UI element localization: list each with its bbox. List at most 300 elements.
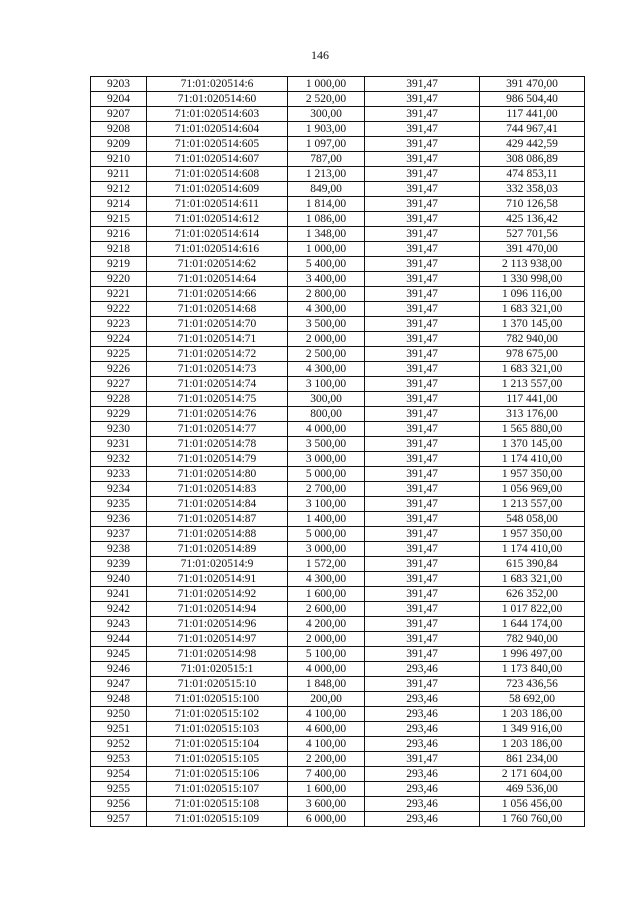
value-cell: 782 940,00: [480, 632, 585, 647]
table-row: [91, 812, 585, 827]
row-number-cell: 9212: [91, 182, 147, 197]
value-cell: 1 174 410,00: [480, 452, 585, 467]
row-number-cell: 9256: [91, 797, 147, 812]
table-row: [91, 332, 585, 347]
table-row: [91, 512, 585, 527]
row-number-cell: 9208: [91, 122, 147, 137]
land-plots-table: [90, 76, 585, 827]
table-row: [91, 317, 585, 332]
table-row: [91, 572, 585, 587]
row-number-cell: 9229: [91, 407, 147, 422]
value-cell: 1 565 880,00: [480, 422, 585, 437]
rate-cell: 293,46: [365, 782, 480, 797]
cadastral-number-cell: 71:01:020514:89: [147, 542, 288, 557]
row-number-cell: 9228: [91, 392, 147, 407]
rate-cell: 391,47: [365, 197, 480, 212]
cadastral-number-cell: 71:01:020515:103: [147, 722, 288, 737]
rate-cell: 391,47: [365, 332, 480, 347]
area-cell: 4 100,00: [288, 707, 365, 722]
table-row: [91, 797, 585, 812]
area-cell: 2 200,00: [288, 752, 365, 767]
row-number-cell: 9244: [91, 632, 147, 647]
rate-cell: 391,47: [365, 77, 480, 92]
table-row: [91, 272, 585, 287]
row-number-cell: 9214: [91, 197, 147, 212]
cadastral-number-cell: 71:01:020514:97: [147, 632, 288, 647]
rate-cell: 391,47: [365, 227, 480, 242]
table-row: [91, 677, 585, 692]
row-number-cell: 9250: [91, 707, 147, 722]
area-cell: 3 100,00: [288, 497, 365, 512]
area-cell: 1 848,00: [288, 677, 365, 692]
value-cell: 1 683 321,00: [480, 362, 585, 377]
cadastral-number-cell: 71:01:020514:79: [147, 452, 288, 467]
value-cell: 1 996 497,00: [480, 647, 585, 662]
area-cell: 1 000,00: [288, 242, 365, 257]
area-cell: 3 100,00: [288, 377, 365, 392]
row-number-cell: 9222: [91, 302, 147, 317]
rate-cell: 391,47: [365, 347, 480, 362]
area-cell: 2 000,00: [288, 332, 365, 347]
rate-cell: 391,47: [365, 242, 480, 257]
value-cell: 710 126,58: [480, 197, 585, 212]
area-cell: 3 500,00: [288, 317, 365, 332]
value-cell: 1 330 998,00: [480, 272, 585, 287]
cadastral-number-cell: 71:01:020514:607: [147, 152, 288, 167]
rate-cell: 391,47: [365, 377, 480, 392]
cadastral-number-cell: 71:01:020514:96: [147, 617, 288, 632]
rate-cell: 391,47: [365, 272, 480, 287]
cadastral-number-cell: 71:01:020514:611: [147, 197, 288, 212]
area-cell: 1 572,00: [288, 557, 365, 572]
value-cell: 978 675,00: [480, 347, 585, 362]
table-row: [91, 392, 585, 407]
value-cell: 1 096 116,00: [480, 287, 585, 302]
table-row: [91, 692, 585, 707]
area-cell: 300,00: [288, 107, 365, 122]
row-number-cell: 9231: [91, 437, 147, 452]
cadastral-number-cell: 71:01:020515:100: [147, 692, 288, 707]
area-cell: 2 600,00: [288, 602, 365, 617]
area-cell: 2 500,00: [288, 347, 365, 362]
cadastral-number-cell: 71:01:020514:614: [147, 227, 288, 242]
value-cell: 313 176,00: [480, 407, 585, 422]
table-row: [91, 182, 585, 197]
row-number-cell: 9221: [91, 287, 147, 302]
area-cell: 4 300,00: [288, 302, 365, 317]
table-row: [91, 302, 585, 317]
cadastral-number-cell: 71:01:020515:104: [147, 737, 288, 752]
area-cell: 800,00: [288, 407, 365, 422]
cadastral-number-cell: 71:01:020514:603: [147, 107, 288, 122]
area-cell: 200,00: [288, 692, 365, 707]
rate-cell: 391,47: [365, 137, 480, 152]
rate-cell: 391,47: [365, 452, 480, 467]
cadastral-number-cell: 71:01:020514:91: [147, 572, 288, 587]
area-cell: 1 213,00: [288, 167, 365, 182]
cadastral-number-cell: 71:01:020514:88: [147, 527, 288, 542]
value-cell: 2 171 604,00: [480, 767, 585, 782]
row-number-cell: 9216: [91, 227, 147, 242]
rate-cell: 391,47: [365, 92, 480, 107]
table-row: [91, 467, 585, 482]
cadastral-number-cell: 71:01:020514:83: [147, 482, 288, 497]
rate-cell: 293,46: [365, 767, 480, 782]
area-cell: 3 400,00: [288, 272, 365, 287]
area-cell: 6 000,00: [288, 812, 365, 827]
cadastral-number-cell: 71:01:020514:80: [147, 467, 288, 482]
row-number-cell: 9240: [91, 572, 147, 587]
row-number-cell: 9234: [91, 482, 147, 497]
table-row: [91, 377, 585, 392]
cadastral-number-cell: 71:01:020514:68: [147, 302, 288, 317]
rate-cell: 391,47: [365, 122, 480, 137]
table-row: [91, 362, 585, 377]
rate-cell: 391,47: [365, 632, 480, 647]
cadastral-number-cell: 71:01:020514:78: [147, 437, 288, 452]
row-number-cell: 9241: [91, 587, 147, 602]
cadastral-number-cell: 71:01:020515:10: [147, 677, 288, 692]
value-cell: 527 701,56: [480, 227, 585, 242]
area-cell: 2 000,00: [288, 632, 365, 647]
rate-cell: 391,47: [365, 557, 480, 572]
row-number-cell: 9236: [91, 512, 147, 527]
table-row: [91, 647, 585, 662]
row-number-cell: 9255: [91, 782, 147, 797]
cadastral-number-cell: 71:01:020514:77: [147, 422, 288, 437]
cadastral-number-cell: 71:01:020514:62: [147, 257, 288, 272]
cadastral-number-cell: 71:01:020515:107: [147, 782, 288, 797]
row-number-cell: 9227: [91, 377, 147, 392]
row-number-cell: 9257: [91, 812, 147, 827]
cadastral-number-cell: 71:01:020514:609: [147, 182, 288, 197]
table-row: [91, 167, 585, 182]
row-number-cell: 9226: [91, 362, 147, 377]
cadastral-number-cell: 71:01:020515:1: [147, 662, 288, 677]
cadastral-number-cell: 71:01:020515:102: [147, 707, 288, 722]
row-number-cell: 9233: [91, 467, 147, 482]
table-row: [91, 122, 585, 137]
area-cell: 4 000,00: [288, 422, 365, 437]
rate-cell: 391,47: [365, 542, 480, 557]
table-row: [91, 662, 585, 677]
value-cell: 1 370 145,00: [480, 317, 585, 332]
area-cell: 4 300,00: [288, 362, 365, 377]
table-row: [91, 452, 585, 467]
area-cell: 4 200,00: [288, 617, 365, 632]
row-number-cell: 9238: [91, 542, 147, 557]
row-number-cell: 9203: [91, 77, 147, 92]
cadastral-number-cell: 71:01:020514:71: [147, 332, 288, 347]
table-body: [91, 77, 585, 827]
table-row: [91, 632, 585, 647]
row-number-cell: 9253: [91, 752, 147, 767]
cadastral-number-cell: 71:01:020514:87: [147, 512, 288, 527]
row-number-cell: 9218: [91, 242, 147, 257]
cadastral-number-cell: 71:01:020515:108: [147, 797, 288, 812]
table-row: [91, 137, 585, 152]
cadastral-number-cell: 71:01:020514:64: [147, 272, 288, 287]
rate-cell: 391,47: [365, 257, 480, 272]
cadastral-number-cell: 71:01:020514:76: [147, 407, 288, 422]
row-number-cell: 9243: [91, 617, 147, 632]
table-row: [91, 782, 585, 797]
row-number-cell: 9248: [91, 692, 147, 707]
row-number-cell: 9239: [91, 557, 147, 572]
value-cell: 2 113 938,00: [480, 257, 585, 272]
value-cell: 1 203 186,00: [480, 707, 585, 722]
rate-cell: 293,46: [365, 737, 480, 752]
row-number-cell: 9242: [91, 602, 147, 617]
cadastral-number-cell: 71:01:020514:75: [147, 392, 288, 407]
area-cell: 849,00: [288, 182, 365, 197]
table-row: [91, 77, 585, 92]
rate-cell: 293,46: [365, 722, 480, 737]
rate-cell: 391,47: [365, 482, 480, 497]
cadastral-number-cell: 71:01:020514:604: [147, 122, 288, 137]
cadastral-number-cell: 71:01:020514:73: [147, 362, 288, 377]
table-row: [91, 737, 585, 752]
rate-cell: 293,46: [365, 707, 480, 722]
row-number-cell: 9252: [91, 737, 147, 752]
table-row: [91, 587, 585, 602]
rate-cell: 391,47: [365, 587, 480, 602]
row-number-cell: 9207: [91, 107, 147, 122]
rate-cell: 391,47: [365, 437, 480, 452]
table-row: [91, 557, 585, 572]
value-cell: 1 174 410,00: [480, 542, 585, 557]
value-cell: 391 470,00: [480, 242, 585, 257]
value-cell: 861 234,00: [480, 752, 585, 767]
row-number-cell: 9209: [91, 137, 147, 152]
cadastral-number-cell: 71:01:020514:94: [147, 602, 288, 617]
value-cell: 391 470,00: [480, 77, 585, 92]
cadastral-number-cell: 71:01:020514:612: [147, 212, 288, 227]
area-cell: 1 600,00: [288, 587, 365, 602]
rate-cell: 391,47: [365, 362, 480, 377]
value-cell: 117 441,00: [480, 107, 585, 122]
row-number-cell: 9224: [91, 332, 147, 347]
area-cell: 5 100,00: [288, 647, 365, 662]
table-row: [91, 752, 585, 767]
value-cell: 1 056 969,00: [480, 482, 585, 497]
cadastral-number-cell: 71:01:020514:84: [147, 497, 288, 512]
row-number-cell: 9223: [91, 317, 147, 332]
rate-cell: 391,47: [365, 497, 480, 512]
row-number-cell: 9211: [91, 167, 147, 182]
rate-cell: 391,47: [365, 617, 480, 632]
rate-cell: 293,46: [365, 812, 480, 827]
area-cell: 5 400,00: [288, 257, 365, 272]
area-cell: 2 800,00: [288, 287, 365, 302]
rate-cell: 391,47: [365, 467, 480, 482]
value-cell: 308 086,89: [480, 152, 585, 167]
row-number-cell: 9247: [91, 677, 147, 692]
rate-cell: 391,47: [365, 182, 480, 197]
cadastral-number-cell: 71:01:020514:608: [147, 167, 288, 182]
table-row: [91, 602, 585, 617]
row-number-cell: 9254: [91, 767, 147, 782]
value-cell: 782 940,00: [480, 332, 585, 347]
value-cell: 117 441,00: [480, 392, 585, 407]
table-row: [91, 407, 585, 422]
value-cell: 429 442,59: [480, 137, 585, 152]
table-row: [91, 527, 585, 542]
cadastral-number-cell: 71:01:020515:105: [147, 752, 288, 767]
table-row: [91, 107, 585, 122]
rate-cell: 391,47: [365, 512, 480, 527]
rate-cell: 391,47: [365, 602, 480, 617]
table-row: [91, 437, 585, 452]
area-cell: 4 000,00: [288, 662, 365, 677]
table-row: [91, 257, 585, 272]
value-cell: 1 213 557,00: [480, 377, 585, 392]
value-cell: 1 760 760,00: [480, 812, 585, 827]
value-cell: 1 957 350,00: [480, 527, 585, 542]
table-row: [91, 242, 585, 257]
value-cell: 1 683 321,00: [480, 572, 585, 587]
value-cell: 474 853,11: [480, 167, 585, 182]
cadastral-number-cell: 71:01:020514:9: [147, 557, 288, 572]
rate-cell: 293,46: [365, 662, 480, 677]
cadastral-number-cell: 71:01:020515:106: [147, 767, 288, 782]
value-cell: 744 967,41: [480, 122, 585, 137]
rate-cell: 391,47: [365, 302, 480, 317]
table-row: [91, 287, 585, 302]
rate-cell: 391,47: [365, 392, 480, 407]
cadastral-number-cell: 71:01:020514:66: [147, 287, 288, 302]
cadastral-number-cell: 71:01:020514:616: [147, 242, 288, 257]
row-number-cell: 9245: [91, 647, 147, 662]
rate-cell: 391,47: [365, 647, 480, 662]
area-cell: 4 100,00: [288, 737, 365, 752]
value-cell: 469 536,00: [480, 782, 585, 797]
cadastral-number-cell: 71:01:020514:92: [147, 587, 288, 602]
cadastral-number-cell: 71:01:020514:605: [147, 137, 288, 152]
area-cell: 1 097,00: [288, 137, 365, 152]
row-number-cell: 9230: [91, 422, 147, 437]
area-cell: 787,00: [288, 152, 365, 167]
value-cell: 723 436,56: [480, 677, 585, 692]
rate-cell: 391,47: [365, 572, 480, 587]
rate-cell: 391,47: [365, 107, 480, 122]
table-row: [91, 617, 585, 632]
table-row: [91, 497, 585, 512]
rate-cell: 391,47: [365, 152, 480, 167]
rate-cell: 391,47: [365, 752, 480, 767]
area-cell: 3 500,00: [288, 437, 365, 452]
area-cell: 5 000,00: [288, 467, 365, 482]
row-number-cell: 9232: [91, 452, 147, 467]
cadastral-number-cell: 71:01:020514:72: [147, 347, 288, 362]
value-cell: 1 957 350,00: [480, 467, 585, 482]
area-cell: 3 000,00: [288, 542, 365, 557]
table-row: [91, 92, 585, 107]
value-cell: 58 692,00: [480, 692, 585, 707]
area-cell: 2 520,00: [288, 92, 365, 107]
table-row: [91, 227, 585, 242]
row-number-cell: 9210: [91, 152, 147, 167]
rate-cell: 391,47: [365, 677, 480, 692]
value-cell: 615 390,84: [480, 557, 585, 572]
area-cell: 1 000,00: [288, 77, 365, 92]
table-row: [91, 707, 585, 722]
rate-cell: 391,47: [365, 212, 480, 227]
rate-cell: 293,46: [365, 692, 480, 707]
table-row: [91, 197, 585, 212]
table-row: [91, 722, 585, 737]
rate-cell: 391,47: [365, 527, 480, 542]
table-row: [91, 767, 585, 782]
area-cell: 1 814,00: [288, 197, 365, 212]
value-cell: 1 683 321,00: [480, 302, 585, 317]
value-cell: 1 644 174,00: [480, 617, 585, 632]
table-row: [91, 482, 585, 497]
area-cell: 3 600,00: [288, 797, 365, 812]
row-number-cell: 9235: [91, 497, 147, 512]
table-row: [91, 347, 585, 362]
area-cell: 1 400,00: [288, 512, 365, 527]
rate-cell: 293,46: [365, 797, 480, 812]
row-number-cell: 9219: [91, 257, 147, 272]
value-cell: 425 136,42: [480, 212, 585, 227]
value-cell: 548 058,00: [480, 512, 585, 527]
rate-cell: 391,47: [365, 167, 480, 182]
value-cell: 1 203 186,00: [480, 737, 585, 752]
area-cell: 1 086,00: [288, 212, 365, 227]
area-cell: 7 400,00: [288, 767, 365, 782]
value-cell: 1 213 557,00: [480, 497, 585, 512]
row-number-cell: 9251: [91, 722, 147, 737]
rate-cell: 391,47: [365, 317, 480, 332]
rate-cell: 391,47: [365, 422, 480, 437]
area-cell: 1 903,00: [288, 122, 365, 137]
cadastral-number-cell: 71:01:020514:98: [147, 647, 288, 662]
table-row: [91, 422, 585, 437]
value-cell: 626 352,00: [480, 587, 585, 602]
row-number-cell: 9225: [91, 347, 147, 362]
cadastral-number-cell: 71:01:020515:109: [147, 812, 288, 827]
value-cell: 1 056 456,00: [480, 797, 585, 812]
table-row: [91, 152, 585, 167]
row-number-cell: 9204: [91, 92, 147, 107]
value-cell: 1 349 916,00: [480, 722, 585, 737]
area-cell: 4 300,00: [288, 572, 365, 587]
row-number-cell: 9237: [91, 527, 147, 542]
row-number-cell: 9215: [91, 212, 147, 227]
rate-cell: 391,47: [365, 407, 480, 422]
area-cell: 300,00: [288, 392, 365, 407]
cadastral-number-cell: 71:01:020514:6: [147, 77, 288, 92]
area-cell: 5 000,00: [288, 527, 365, 542]
page-number: 146: [311, 48, 329, 62]
value-cell: 332 358,03: [480, 182, 585, 197]
area-cell: 1 600,00: [288, 782, 365, 797]
area-cell: 4 600,00: [288, 722, 365, 737]
cadastral-number-cell: 71:01:020514:60: [147, 92, 288, 107]
value-cell: 1 173 840,00: [480, 662, 585, 677]
table-row: [91, 212, 585, 227]
value-cell: 1 017 822,00: [480, 602, 585, 617]
rate-cell: 391,47: [365, 287, 480, 302]
value-cell: 1 370 145,00: [480, 437, 585, 452]
row-number-cell: 9220: [91, 272, 147, 287]
cadastral-number-cell: 71:01:020514:70: [147, 317, 288, 332]
area-cell: 3 000,00: [288, 452, 365, 467]
cadastral-number-cell: 71:01:020514:74: [147, 377, 288, 392]
value-cell: 986 504,40: [480, 92, 585, 107]
area-cell: 1 348,00: [288, 227, 365, 242]
